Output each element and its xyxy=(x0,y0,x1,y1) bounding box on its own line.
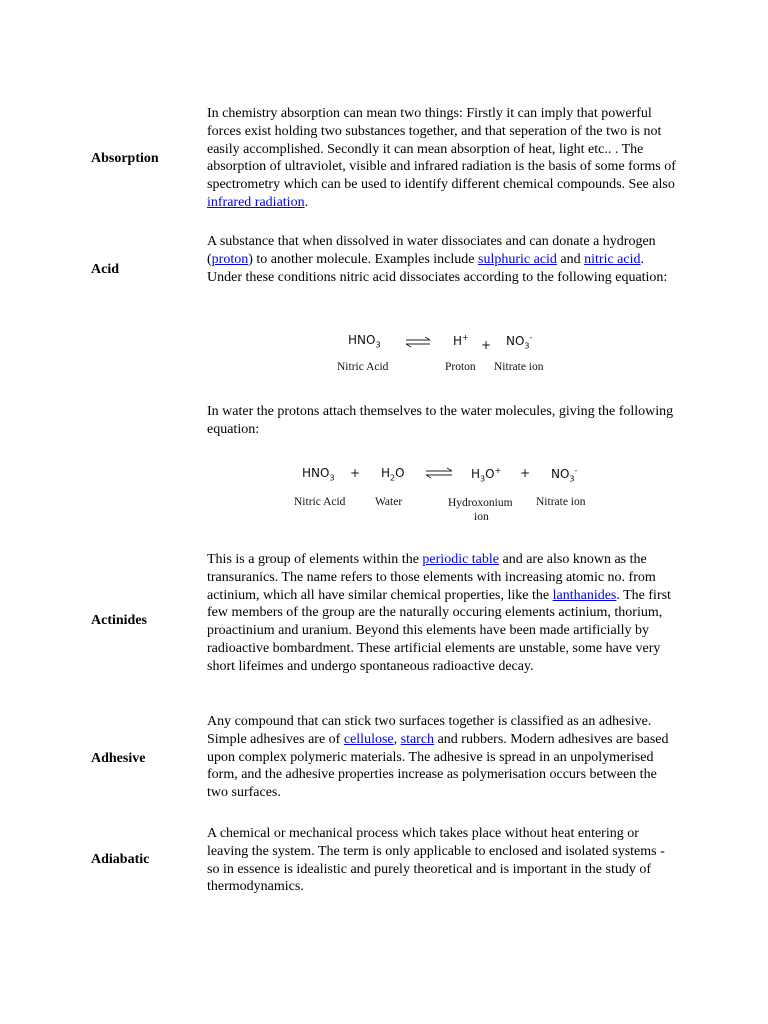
definition-text: A chemical or mechanical process which takes place without heat entering or leaving the system. The term is only applicable to enclosed and isolated systems - so in essence is idealistic and purely theoretical and is important in the study of thermodynamics. xyxy=(207,826,665,895)
definition-adiabatic xyxy=(207,825,679,896)
link-nitric-acid[interactable]: nitric acid xyxy=(584,251,641,267)
link-proton[interactable]: proton xyxy=(211,251,249,267)
definition-text: and rubbers. Modern adhesives are based upon complex polymeric materials. The adhesive is spread in an unpolymerised form, and the adhesive properties increase as polymerisation occurs between the two surfaces. xyxy=(207,731,669,801)
term-adhesive: Adhesive xyxy=(91,751,146,766)
link-periodic-table[interactable]: periodic table xyxy=(422,552,499,567)
label-hydroxonium: Hydroxonium xyxy=(448,497,513,509)
formula-h-plus: H+ xyxy=(453,333,469,348)
equation-nitric-acid-dissociation xyxy=(0,330,768,380)
definition-text: , xyxy=(393,731,401,747)
label-nitric-acid: Nitric Acid xyxy=(337,361,389,373)
link-sulphuric-acid[interactable]: sulphuric acid xyxy=(478,251,557,267)
link-cellulose[interactable]: cellulose xyxy=(343,731,394,747)
equilibrium-arrow-icon xyxy=(404,336,432,348)
equilibrium-arrow-icon xyxy=(424,467,454,479)
definition-text: . The first few members of the group are the naturally occuring elements actinium, thorium, proactinium and uranium. Beyond this elements have been made artificially by radioactive bombardment. These artificial elements are unstable, some have very short lifeimes and undergo spontaneous radioactive decay. xyxy=(207,587,671,674)
definition-text: In water the protons attach themselves to the water molecules, giving the following equation: xyxy=(207,404,674,437)
definition-acid xyxy=(207,233,679,286)
term-absorption: Absorption xyxy=(91,151,159,166)
link-lanthanides[interactable]: lanthanides xyxy=(552,587,617,603)
link-infrared-radiation[interactable]: infrared radiation xyxy=(207,194,305,210)
term-acid: Acid xyxy=(91,262,119,277)
term-adiabatic: Adiabatic xyxy=(91,852,150,867)
equation-hydroxonium-formation xyxy=(0,462,768,526)
label-ion: ion xyxy=(474,511,489,523)
formula-hno3: $HNO_3$ xyxy=(302,466,335,483)
definition-text: . Under these conditions nitric acid dissociates according to the following equation: xyxy=(207,251,668,285)
plus-sign: + xyxy=(481,338,492,352)
definition-text: and xyxy=(556,251,585,267)
label-nitrate-ion: Nitrate ion xyxy=(536,496,586,508)
definition-text: A substance that when dissolved in water dissociates and can donate a hydrogen ( xyxy=(207,234,656,267)
definition-absorption xyxy=(207,105,679,212)
formula-h3o-plus: $H_3O^+$ xyxy=(471,466,502,484)
formula-hno3: $HNO_3$ xyxy=(348,333,381,350)
definition-text: This is a group of elements within the xyxy=(207,552,423,567)
definition-text: . xyxy=(304,194,309,210)
definition-text: Any compound that can stick two surfaces together is classified as an adhesive. Simple adhesives are of xyxy=(207,714,652,747)
plus-sign: + xyxy=(350,466,361,480)
definition-text: In chemistry absorption can mean two things: Firstly it can imply that powerful forces exist holding two substances together, and that seperation of the two is not easily accomplished. Secondly it can mean absorption of heat, light etc.. . The absorption of ultraviolet, visible and infrared radiation is the basis of some forms of spectrometry which can be used to identify different chemical compounds. See also xyxy=(207,106,676,193)
label-nitric-acid: Nitric Acid xyxy=(294,496,346,508)
label-nitrate-ion: Nitrate ion xyxy=(494,361,544,373)
formula-h2o: $H_2O$ xyxy=(381,466,405,483)
formula-no3-minus: $NO_3^-$ xyxy=(551,466,578,484)
definition-text: ) to another molecule. Examples include xyxy=(248,251,478,267)
link-starch[interactable]: starch xyxy=(400,731,435,747)
definition-acid-continued xyxy=(207,403,679,439)
label-proton: Proton xyxy=(445,361,476,373)
definition-text: and are also known as the transuranics. The name refers to those elements with increasing atomic no. from actinium, which all have similar chemical properties, like the xyxy=(207,552,656,603)
definition-actinides xyxy=(207,551,679,676)
plus-sign: + xyxy=(520,466,531,480)
label-water: Water xyxy=(375,496,403,508)
definition-adhesive xyxy=(207,713,679,802)
formula-no3-minus: $NO_3^-$ xyxy=(506,333,533,351)
term-actinides: Actinides xyxy=(91,613,147,628)
